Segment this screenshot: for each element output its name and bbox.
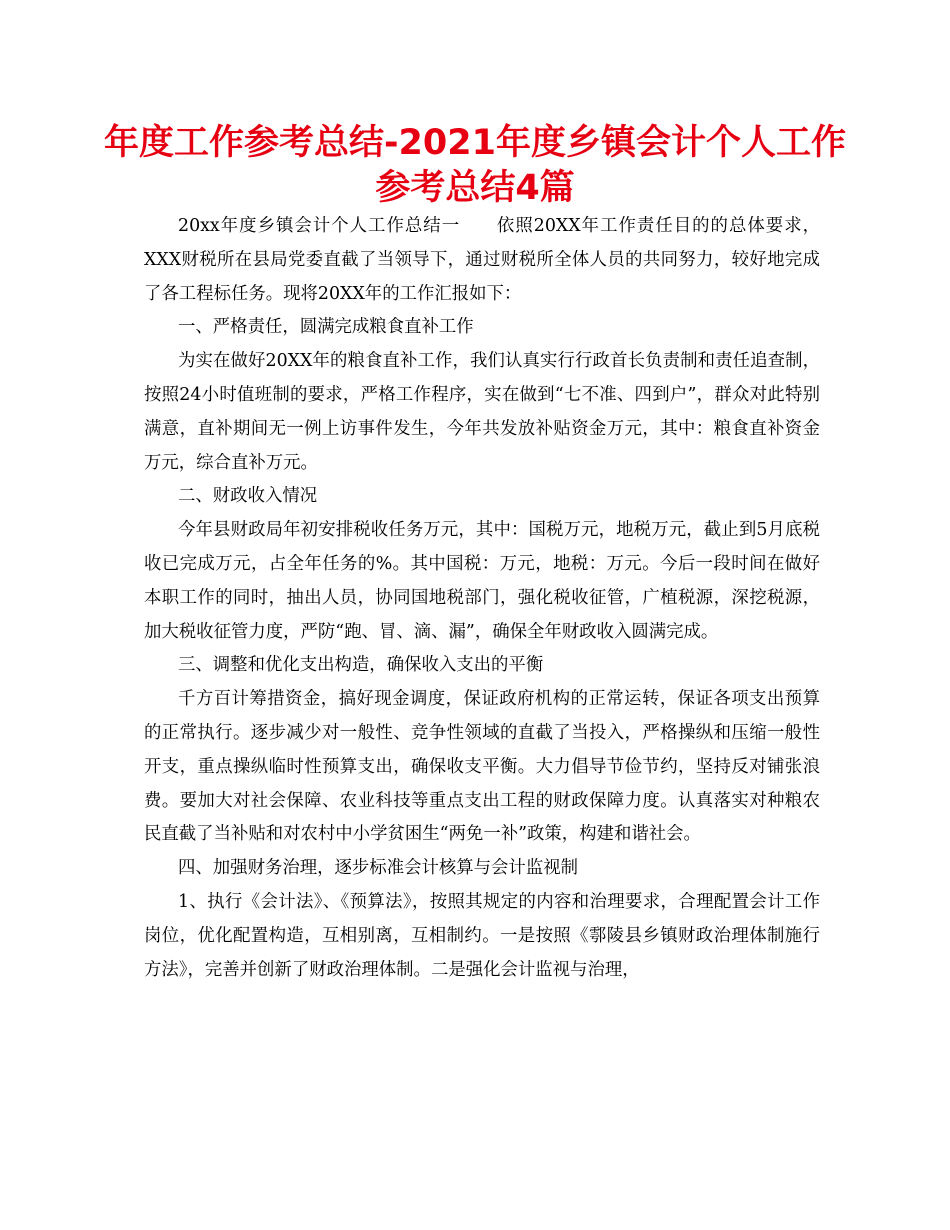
- section-3-paragraph: 千方百计筹措资金，搞好现金调度，保证政府机构的正常运转，保证各项支出预算的正常执行。逐步减少对一般性、竞争性领域的直截了当投入，严格操纵和压缩一般性开支，重点操纵临时性预算支出，确保收支平衡。大力倡导节俭节约，坚持反对铺张浪费。要加大对社会保障、农业科技等重点支出工程的财政保障力度。认真落实对种粮农民直截了当补贴和对农村中小学贫困生“两免一补”政策，构建和谐社会。: [144, 689, 820, 845]
- section-1-paragraph: 为实在做好20XX年的粮食直补工作，我们认真实行行政首长负责制和责任追查制，按照24小时值班制的要求，严格工作程序，实在做到“七不准、四到户”，群众对此特别满意，直补期间无一例上访事件发生，今年共发放补贴资金万元，其中：粮食直补资金万元，综合直补万元。: [144, 351, 820, 473]
- section-heading-3: 三、调整和优化支出构造，确保收入支出的平衡: [178, 655, 544, 676]
- page-title-line-2: 参考总结4篇: [375, 168, 575, 208]
- section-4-paragraph: 1、执行《会计法》、《预算法》，按照其规定的内容和治理要求，合理配置会计工作岗位，优化配置构造，互相别离，互相制约。一是按照《鄠陵县乡镇财政治理体制施行方法》，完善并创新了财政治理体制。二是强化会计监视与治理，: [144, 891, 820, 980]
- section-2-paragraph: 今年县财政局年初安排税收任务万元，其中：国税万元，地税万元，截止到5月底税收已完成万元，占全年任务的%。其中国税：万元，地税：万元。今后一段时间在做好本职工作的同时，抽出人员，协同国地税部门，强化税收征管，广植税源，深挖税源，加大税收征管力度，严防“跑、冒、滴、漏”，确保全年财政收入圆满完成。: [144, 520, 820, 642]
- intro-paragraph: 20xx年度乡镇会计个人工作总结一 依照20XX年工作责任目的的总体要求，XXX财税所在县局党委直截了当领导下，通过财税所全体人员的共同努力，较好地完成了各工程标任务。现将20XX年的工作汇报如下：: [144, 216, 820, 304]
- section-heading-2: 二、财政收入情况: [178, 486, 318, 507]
- section-heading-1: 一、严格责任，圆满完成粮食直补工作: [178, 317, 474, 338]
- page-title-line-1: 年度工作参考总结-2021年度乡镇会计个人工作: [104, 123, 846, 163]
- section-heading-4: 四、加强财务治理，逐步标准会计核算与会计监视制: [178, 858, 578, 879]
- document-body: [144, 210, 820, 987]
